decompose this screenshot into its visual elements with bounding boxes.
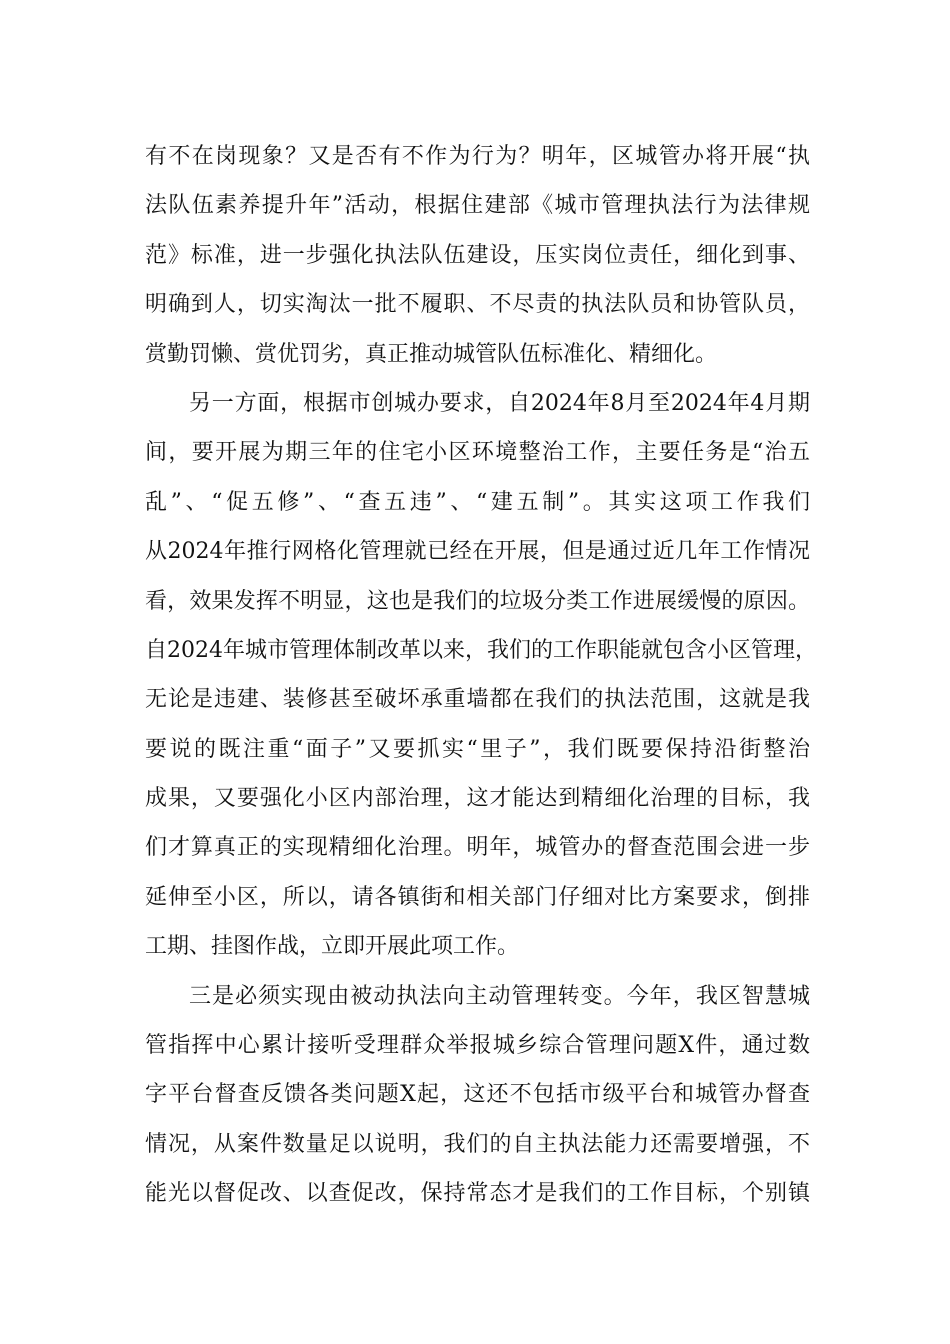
text-line: 三是必须实现由被动执法向主动管理转变。今年，我区智慧城 — [189, 983, 810, 1009]
text-line: 能光以督促改、以查促改，保持常态才是我们的工作目标，个别镇 — [145, 1181, 810, 1207]
text-line: 情况，从案件数量足以说明，我们的自主执法能力还需要增强，不 — [145, 1131, 810, 1157]
text-line: 看，效果发挥不明显，这也是我们的垃圾分类工作进展缓慢的原因。 — [145, 588, 810, 614]
text-line: 间，要开展为期三年的住宅小区环境整治工作，主要任务是“治五 — [145, 440, 810, 466]
text-line: 赏勤罚懒、赏优罚劣，真正推动城管队伍标准化、精细化。 — [145, 341, 718, 367]
text-line: 有不在岗现象？又是否有不作为行为？明年，区城管办将开展“执 — [145, 144, 810, 169]
text-line: 乱”、“促五修”、“查五违”、“建五制”。其实这项工作我们 — [145, 489, 810, 515]
text-line: 成果，又要强化小区内部治理，这才能达到精细化治理的目标，我 — [145, 786, 810, 812]
text-line: 范》标准，进一步强化执法队伍建设，压实岗位责任，细化到事、 — [145, 242, 810, 268]
text-line: 延伸至小区，所以，请各镇街和相关部门仔细对比方案要求，倒排 — [145, 884, 810, 910]
text-line: 工期、挂图作战，立即开展此项工作。 — [145, 934, 520, 960]
text-line: 从2024年推行网格化管理就已经在开展，但是通过近几年工作情况 — [145, 539, 810, 565]
text-line: 们才算真正的实现精细化治理。明年，城管办的督查范围会进一步 — [145, 835, 810, 861]
text-line: 无论是违建、装修甚至破坏承重墙都在我们的执法范围，这就是我 — [145, 687, 810, 713]
text-line: 管指挥中心累计接听受理群众举报城乡综合管理问题X件，通过数 — [145, 1033, 810, 1059]
text-line: 法队伍素养提升年”活动，根据住建部《城市管理执法行为法律规 — [145, 193, 810, 219]
text-line: 另一方面，根据市创城办要求，自2024年8月至2024年4月期 — [189, 390, 810, 416]
text-line: 字平台督查反馈各类问题X起，这还不包括市级平台和城管办督查 — [145, 1082, 810, 1108]
text-line: 要说的既注重“面子”又要抓实“里子”，我们既要保持沿街整治 — [145, 736, 810, 762]
text-line: 明确到人，切实淘汰一批不履职、不尽责的执法队员和协管队员， — [145, 292, 810, 318]
text-line: 自2024年城市管理体制改革以来，我们的工作职能就包含小区管理， — [145, 637, 817, 663]
document-body — [145, 132, 817, 1219]
